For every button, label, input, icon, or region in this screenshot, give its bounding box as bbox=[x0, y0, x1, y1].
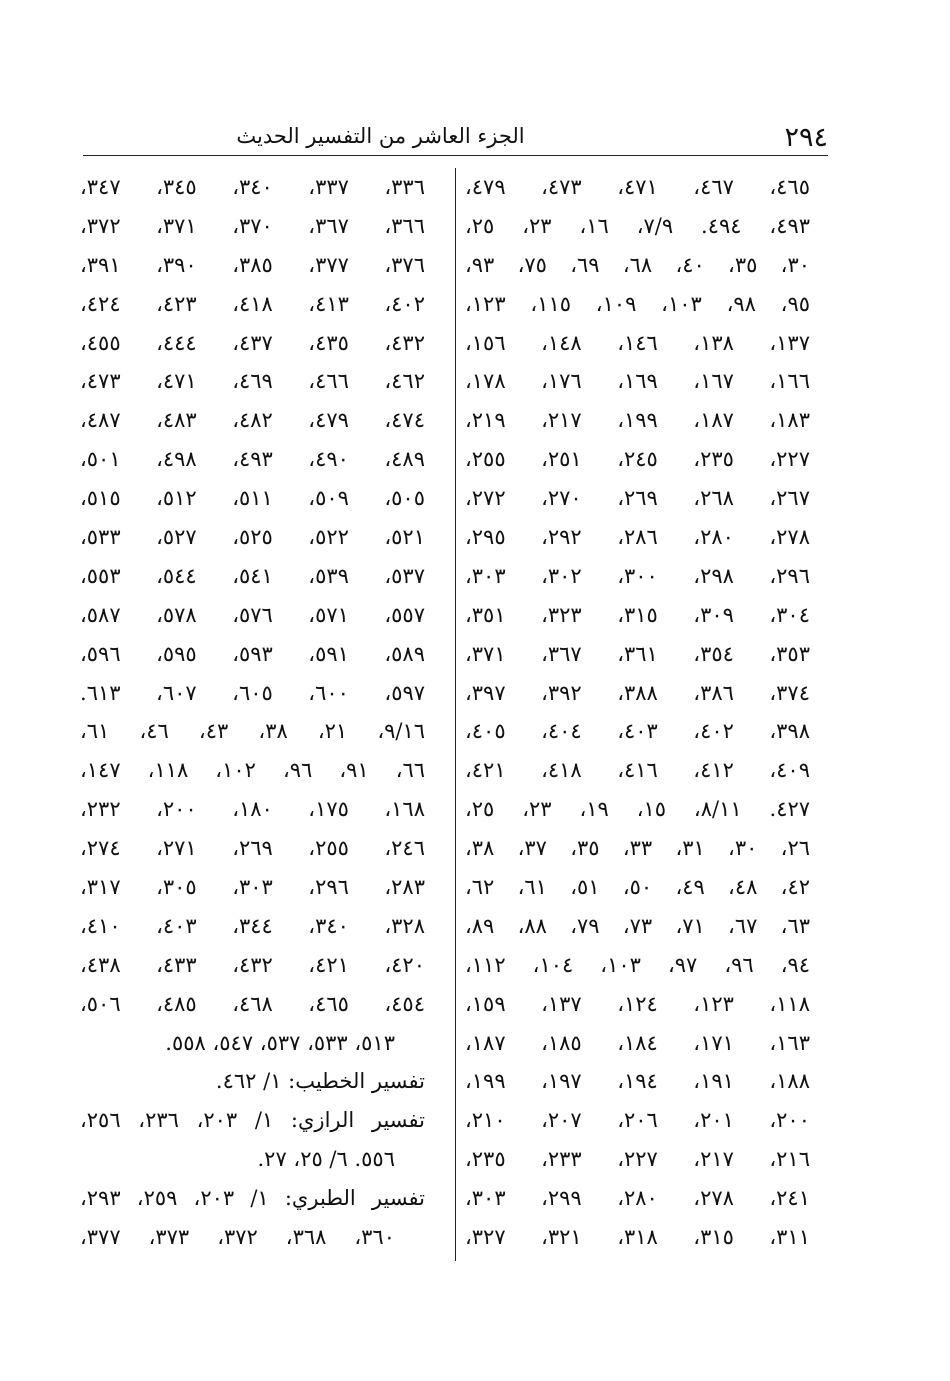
index-line: ٤٢، ٤٨، ٤٩، ٥٠، ٥١، ٦١، ٦٢، bbox=[465, 875, 810, 900]
index-line: ٢٠٠، ٢٠١، ٢٠٦، ٢٠٧، ٢١٠، bbox=[465, 1108, 810, 1133]
index-line: ٣١١، ٣١٥، ٣١٨، ٣٢١، ٣٢٧، bbox=[465, 1225, 810, 1250]
index-line: ٥٠٥، ٥٠٩، ٥١١، ٥١٢، ٥١٥، bbox=[80, 486, 425, 511]
index-line: ٥١٣، ٥٣٣، ٥٣٧، ٥٤٧، ٥٥٨. bbox=[165, 1030, 395, 1055]
index-line: ٢٤٦، ٢٥٥، ٢٦٩، ٢٧١، ٢٧٤، bbox=[80, 836, 425, 861]
index-line: ٥٩٧، ٦٠٠، ٦٠٥، ٦٠٧، ٦١٣. bbox=[80, 680, 426, 705]
index-line: ٤٧٤، ٤٧٩، ٤٨٢، ٤٨٣، ٤٨٧، bbox=[80, 408, 425, 433]
index-line: ٢٨٣، ٢٩٦، ٣٠٣، ٣٠٥، ٣١٧، bbox=[80, 875, 425, 900]
index-line: ٦٦، ٩١، ٩٦، ١٠٢، ١١٨، ١٤٧، bbox=[80, 758, 426, 783]
index-line: ٤٠٢، ٤١٣، ٤١٨، ٤٢٣، ٤٢٤، bbox=[80, 291, 425, 316]
index-line: ٩٥، ٩٨، ١٠٣، ١٠٩، ١١٥، ١٢٣، bbox=[465, 291, 811, 316]
index-line: ٤٦٥، ٤٦٧، ٤٧١، ٤٧٣، ٤٧٩، bbox=[465, 175, 810, 199]
index-line: ١٦٦، ١٦٧، ١٦٩، ١٧٦، ١٧٨، bbox=[465, 369, 810, 394]
index-line: ٢٢٧، ٢٣٥، ٢٤٥، ٢٥١، ٢٥٥، bbox=[465, 447, 810, 472]
index-line: ٣٠٤، ٣٠٩، ٣١٥، ٣٢٣، ٣٥١، bbox=[465, 602, 810, 627]
index-column-right bbox=[465, 168, 810, 1257]
index-line: ٣٣٦، ٣٣٧، ٣٤٠، ٣٤٥، ٣٤٧، bbox=[80, 175, 425, 199]
index-line: ٢٩٦، ٢٩٨، ٣٠٠، ٣٠٢، ٣٠٣، bbox=[465, 563, 810, 588]
index-line: ٥٨٩، ٥٩١، ٥٩٣، ٥٩٥، ٥٩٦، bbox=[80, 641, 425, 666]
index-line: ٦٣، ٦٧، ٧١، ٧٣، ٧٩، ٨٨، ٨٩، bbox=[465, 913, 810, 938]
index-line: ٥٣٧، ٥٣٩، ٥٤١، ٥٤٤، ٥٥٣، bbox=[80, 563, 425, 588]
index-line: ٤٠٩، ٤١٢، ٤١٦، ٤١٨، ٤٢١، bbox=[465, 758, 810, 783]
index-line: ٣٧٦، ٣٧٧، ٣٨٥، ٣٩٠، ٣٩١، bbox=[80, 252, 425, 277]
page-number: ٢٩٤ bbox=[784, 122, 828, 153]
index-line: ٣٠، ٣٥، ٤٠، ٦٨، ٦٩، ٧٥، ٩٣، bbox=[465, 252, 810, 277]
index-line: ٣٦٦، ٣٦٧، ٣٧٠، ٣٧١، ٣٧٢، bbox=[80, 213, 425, 238]
index-line: ٤٥٤، ٤٦٥، ٤٦٨، ٤٨٥، ٥٠٦، bbox=[80, 991, 425, 1016]
index-line: ٤٢٠، ٤٢١، ٤٣٢، ٤٣٣، ٤٣٨، bbox=[80, 952, 425, 977]
index-line: ٤٩٣، ٤٩٤. ٧/٩، ١٦، ٢٣، ٢٥، bbox=[465, 213, 811, 238]
index-entry-heading: تفسير الرازي: ١/ ٢٠٣، ٢٣٦، ٢٥٦، bbox=[80, 1108, 426, 1133]
index-entry-heading: تفسير الطبري: ١/ ٢٠٣، ٢٥٩، ٢٩٣، bbox=[80, 1186, 426, 1211]
index-line: ٣٧٤، ٣٨٦، ٣٨٨، ٣٩٢، ٣٩٧، bbox=[465, 680, 810, 705]
index-line: ٣٥٣، ٣٥٤، ٣٦١، ٣٦٧، ٣٧١، bbox=[465, 641, 810, 666]
index-line: ٢١٦، ٢١٧، ٢٢٧، ٢٣٣، ٢٣٥، bbox=[465, 1147, 810, 1172]
index-line: ٢٤١، ٢٧٨، ٢٨٠، ٢٩٩، ٣٠٣، bbox=[465, 1186, 810, 1211]
index-line: ١٨٨، ١٩١، ١٩٤، ١٩٧، ١٩٩، bbox=[465, 1069, 810, 1094]
index-entry-heading: تفسير الخطيب: ١/ ٤٦٢. bbox=[215, 1069, 425, 1094]
index-line: ٣٦٠، ٣٦٨، ٣٧٢، ٣٧٣، ٣٧٧، bbox=[80, 1225, 395, 1250]
index-line: ٤٨٩، ٤٩٠، ٤٩٣، ٤٩٨، ٥٠١، bbox=[80, 447, 425, 472]
index-line: ١٦٨، ١٧٥، ١٨٠، ٢٠٠، ٢٣٢، bbox=[80, 797, 425, 822]
index-line: ٥٥٦. ٦/ ٢٥، ٢٧. bbox=[257, 1147, 395, 1172]
index-line: ٣٩٨، ٤٠٢، ٤٠٣، ٤٠٤، ٤٠٥، bbox=[465, 719, 810, 744]
running-title: الجزء العاشر من التفسير الحديث bbox=[236, 124, 525, 148]
index-line: ١٣٧، ١٣٨، ١٤٦، ١٤٨، ١٥٦، bbox=[465, 330, 810, 355]
column-divider bbox=[455, 168, 456, 1261]
index-line: ٩/١٦، ٢١، ٣٨، ٤٣، ٤٦، ٦١، bbox=[80, 719, 426, 744]
index-line: ٤٦٢، ٤٦٦، ٤٦٩، ٤٧١، ٤٧٣، bbox=[80, 369, 425, 394]
header-rule bbox=[83, 155, 828, 156]
index-line: ٢٦٧، ٢٦٨، ٢٦٩، ٢٧٠، ٢٧٢، bbox=[465, 486, 810, 511]
index-line: ١٦٣، ١٧١، ١٨٤، ١٨٥، ١٨٧، bbox=[465, 1030, 810, 1055]
index-line: ٤٣٢، ٤٣٥، ٤٣٧، ٤٤٤، ٤٥٥، bbox=[80, 330, 425, 355]
index-line: ١١٨، ١٢٣، ١٢٤، ١٣٧، ١٥٩، bbox=[465, 991, 810, 1016]
page-header bbox=[83, 118, 828, 158]
index-line: ٣٢٨، ٣٤٠، ٣٤٤، ٤٠٣، ٤١٠، bbox=[80, 913, 425, 938]
index-line: ٢٧٨، ٢٨٠، ٢٨٦، ٢٩٢، ٢٩٥، bbox=[465, 525, 810, 550]
index-column-left bbox=[80, 168, 425, 1257]
index-line: ٥٥٧، ٥٧١، ٥٧٦، ٥٧٨، ٥٨٧، bbox=[80, 602, 425, 627]
index-line: ٥٢١، ٥٢٢، ٥٢٥، ٥٢٧، ٥٣٣، bbox=[80, 525, 425, 550]
index-line: ٤٢٧. ٨/١١، ١٥، ١٩، ٢٣، ٢٥، bbox=[465, 797, 811, 822]
index-line: ٢٦، ٣٠، ٣١، ٣٣، ٣٥، ٣٧، ٣٨، bbox=[465, 836, 810, 861]
index-line: ١٨٣، ١٨٧، ١٩٩، ٢١٧، ٢١٩، bbox=[465, 408, 810, 433]
index-line: ٩٤، ٩٦، ٩٧، ١٠٣، ١٠٤، ١١٢، bbox=[465, 952, 811, 977]
